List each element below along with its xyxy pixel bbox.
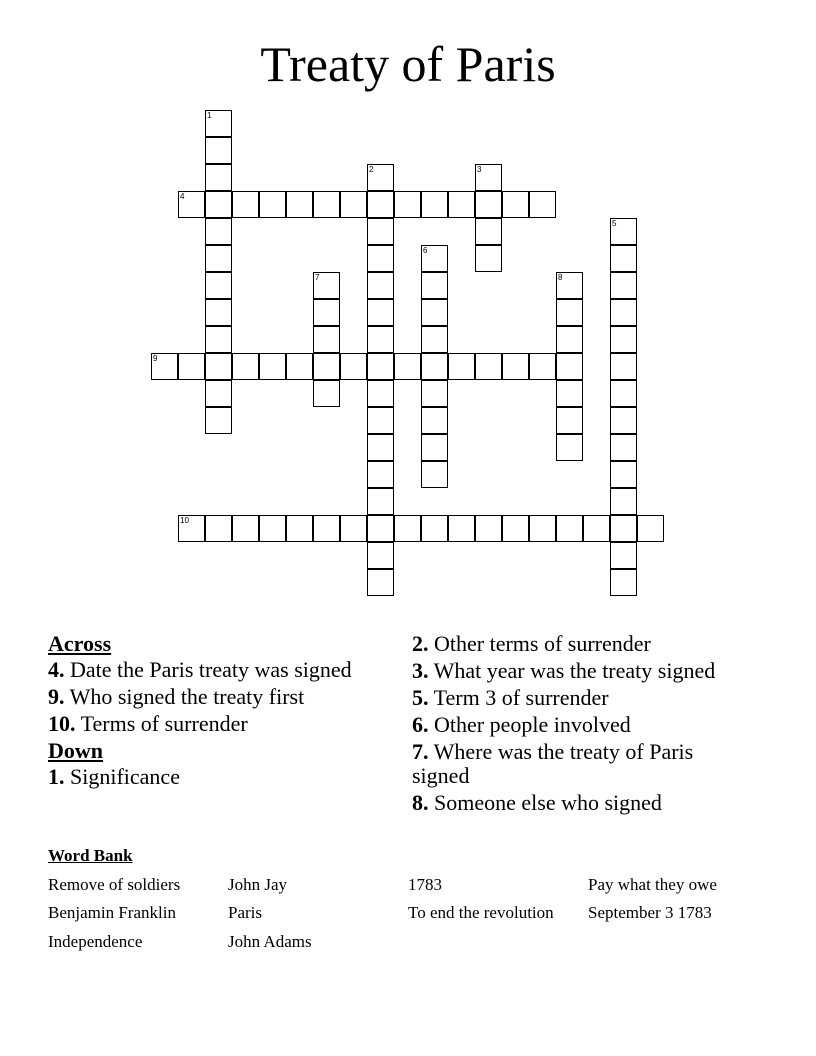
grid-cell[interactable] xyxy=(556,407,583,434)
grid-cell[interactable] xyxy=(205,299,232,326)
clue-text: Term 3 of surrender xyxy=(433,685,609,710)
grid-cell[interactable] xyxy=(313,299,340,326)
grid-cell[interactable] xyxy=(556,434,583,461)
grid-cell[interactable] xyxy=(205,245,232,272)
across-heading: Across xyxy=(48,631,112,656)
grid-cell[interactable] xyxy=(205,191,232,218)
grid-cell[interactable] xyxy=(313,380,340,407)
cell-number: 1 xyxy=(207,111,212,120)
grid-cell[interactable] xyxy=(232,191,259,218)
clue-text: Where was the treaty of Paris signed xyxy=(412,739,694,788)
clue-across-10 xyxy=(48,712,368,736)
grid-cell[interactable] xyxy=(367,191,394,218)
grid-cell[interactable] xyxy=(556,326,583,353)
grid-cell[interactable] xyxy=(394,353,421,380)
cell-number: 3 xyxy=(477,165,482,174)
clue-number: 4. xyxy=(48,657,65,682)
grid-cell[interactable] xyxy=(367,515,394,542)
grid-cell[interactable] xyxy=(286,353,313,380)
clue-text: Significance xyxy=(70,764,180,789)
clue-across-4 xyxy=(48,658,368,682)
grid-cell[interactable] xyxy=(178,515,205,542)
grid-cell[interactable] xyxy=(448,353,475,380)
grid-cell[interactable] xyxy=(286,515,313,542)
grid-cell[interactable] xyxy=(475,245,502,272)
grid-cell[interactable] xyxy=(421,353,448,380)
grid-cell[interactable] xyxy=(502,191,529,218)
clue-down-8 xyxy=(412,791,752,815)
grid-cell[interactable] xyxy=(610,245,637,272)
grid-cell[interactable] xyxy=(475,353,502,380)
grid-cell[interactable] xyxy=(610,380,637,407)
grid-cell[interactable] xyxy=(205,380,232,407)
clue-down-6 xyxy=(412,713,752,737)
word-bank-item: September 3 1783 xyxy=(588,903,712,922)
clue-text: What year was the treaty signed xyxy=(433,658,716,683)
grid-cell[interactable] xyxy=(394,515,421,542)
puzzle-title: Treaty of Paris xyxy=(260,36,556,92)
grid-cell[interactable] xyxy=(421,434,448,461)
grid-cell[interactable] xyxy=(367,326,394,353)
clue-down-1 xyxy=(48,765,368,789)
grid-cell[interactable] xyxy=(421,299,448,326)
grid-cell[interactable] xyxy=(259,515,286,542)
grid-cell[interactable] xyxy=(367,218,394,245)
clue-number: 10. xyxy=(48,711,76,736)
grid-cell[interactable] xyxy=(313,326,340,353)
grid-cell[interactable] xyxy=(610,461,637,488)
clue-text: Other terms of surrender xyxy=(434,631,651,656)
grid-cell[interactable] xyxy=(367,542,394,569)
grid-cell[interactable] xyxy=(205,515,232,542)
word-bank-title: Word Bank xyxy=(48,846,133,865)
grid-cell[interactable] xyxy=(610,434,637,461)
grid-cell[interactable] xyxy=(421,461,448,488)
grid-cell[interactable] xyxy=(475,164,502,191)
grid-cell[interactable] xyxy=(367,353,394,380)
grid-cell[interactable] xyxy=(529,515,556,542)
grid-cell[interactable] xyxy=(556,353,583,380)
grid-cell[interactable] xyxy=(340,515,367,542)
grid-cell[interactable] xyxy=(367,407,394,434)
grid-cell[interactable] xyxy=(475,218,502,245)
grid-cell[interactable] xyxy=(340,353,367,380)
word-bank-item: 1783 xyxy=(408,875,442,894)
grid-cell[interactable] xyxy=(556,299,583,326)
grid-cell[interactable] xyxy=(340,191,367,218)
grid-cell[interactable] xyxy=(367,245,394,272)
clues-right-column xyxy=(412,632,752,818)
word-bank-item: Pay what they owe xyxy=(588,875,717,894)
clues-left-column xyxy=(48,632,368,792)
grid-cell[interactable] xyxy=(610,488,637,515)
grid-cell[interactable] xyxy=(394,191,421,218)
clue-text: Date the Paris treaty was signed xyxy=(70,657,352,682)
grid-cell[interactable] xyxy=(421,245,448,272)
grid-cell[interactable] xyxy=(556,515,583,542)
clue-text: Terms of surrender xyxy=(80,711,248,736)
grid-cell[interactable] xyxy=(529,353,556,380)
grid-cell[interactable] xyxy=(421,407,448,434)
clue-down-2 xyxy=(412,632,752,656)
clue-number: 2. xyxy=(412,631,429,656)
grid-cell[interactable] xyxy=(367,380,394,407)
clue-number: 9. xyxy=(48,684,65,709)
grid-cell[interactable] xyxy=(502,515,529,542)
clue-down-5 xyxy=(412,686,752,710)
grid-cell[interactable] xyxy=(421,380,448,407)
grid-cell[interactable] xyxy=(448,515,475,542)
clue-text: Someone else who signed xyxy=(434,790,662,815)
clue-number: 3. xyxy=(412,658,429,683)
grid-cell[interactable] xyxy=(610,299,637,326)
grid-cell[interactable] xyxy=(475,191,502,218)
grid-cell[interactable] xyxy=(286,191,313,218)
grid-cell[interactable] xyxy=(313,353,340,380)
grid-cell[interactable] xyxy=(637,515,664,542)
grid-cell[interactable] xyxy=(205,353,232,380)
cell-number: 10 xyxy=(180,516,189,525)
grid-cell[interactable] xyxy=(610,515,637,542)
grid-cell[interactable] xyxy=(367,461,394,488)
grid-cell[interactable] xyxy=(151,353,178,380)
grid-cell[interactable] xyxy=(313,191,340,218)
clue-number: 7. xyxy=(412,739,429,764)
grid-cell[interactable] xyxy=(421,515,448,542)
grid-cell[interactable] xyxy=(367,434,394,461)
grid-cell[interactable] xyxy=(583,515,610,542)
grid-cell[interactable] xyxy=(529,191,556,218)
grid-cell[interactable] xyxy=(421,326,448,353)
grid-cell[interactable] xyxy=(610,407,637,434)
grid-cell[interactable] xyxy=(610,218,637,245)
grid-cell[interactable] xyxy=(205,326,232,353)
grid-cell[interactable] xyxy=(259,353,286,380)
grid-cell[interactable] xyxy=(421,191,448,218)
grid-cell[interactable] xyxy=(259,191,286,218)
cell-number: 9 xyxy=(153,354,158,363)
grid-cell[interactable] xyxy=(610,542,637,569)
grid-cell[interactable] xyxy=(610,353,637,380)
cell-number: 2 xyxy=(369,165,374,174)
grid-cell[interactable] xyxy=(367,272,394,299)
grid-cell[interactable] xyxy=(232,515,259,542)
grid-cell[interactable] xyxy=(610,326,637,353)
grid-cell[interactable] xyxy=(367,569,394,596)
cell-number: 7 xyxy=(315,273,320,282)
word-bank-item: Remove of soldiers xyxy=(48,875,181,894)
grid-cell[interactable] xyxy=(610,272,637,299)
grid-cell[interactable] xyxy=(421,272,448,299)
word-bank-item: John Adams xyxy=(228,932,312,951)
clue-number: 8. xyxy=(412,790,429,815)
grid-cell[interactable] xyxy=(556,272,583,299)
grid-cell[interactable] xyxy=(178,191,205,218)
grid-cell[interactable] xyxy=(205,272,232,299)
grid-cell[interactable] xyxy=(313,272,340,299)
grid-cell[interactable] xyxy=(205,407,232,434)
down-heading: Down xyxy=(48,738,104,763)
grid-cell[interactable] xyxy=(205,137,232,164)
clue-down-3 xyxy=(412,659,752,683)
clue-number: 6. xyxy=(412,712,429,737)
clue-number: 1. xyxy=(48,764,65,789)
cell-number: 6 xyxy=(423,246,428,255)
word-bank-item: John Jay xyxy=(228,875,288,894)
grid-cell[interactable] xyxy=(556,380,583,407)
cell-number: 4 xyxy=(180,192,185,201)
clue-across-9 xyxy=(48,685,368,709)
grid-cell[interactable] xyxy=(502,353,529,380)
cell-number: 5 xyxy=(612,219,617,228)
clue-text: Who signed the treaty first xyxy=(69,684,305,709)
grid-cell[interactable] xyxy=(367,164,394,191)
grid-cell[interactable] xyxy=(448,191,475,218)
grid-cell[interactable] xyxy=(205,164,232,191)
word-bank-item: Independence xyxy=(48,932,143,951)
grid-cell[interactable] xyxy=(205,110,232,137)
word-bank-item: Benjamin Franklin xyxy=(48,903,176,922)
grid-cell[interactable] xyxy=(178,353,205,380)
grid-cell[interactable] xyxy=(610,569,637,596)
cell-number: 8 xyxy=(558,273,563,282)
grid-cell[interactable] xyxy=(313,515,340,542)
grid-cell[interactable] xyxy=(367,488,394,515)
grid-cell[interactable] xyxy=(475,515,502,542)
grid-cell[interactable] xyxy=(232,353,259,380)
grid-cell[interactable] xyxy=(367,299,394,326)
clue-text: Other people involved xyxy=(434,712,631,737)
clue-down-7 xyxy=(412,740,752,788)
word-bank-item: To end the revolution xyxy=(408,903,554,922)
word-bank-item: Paris xyxy=(228,903,262,922)
clue-number: 5. xyxy=(412,685,429,710)
grid-cell[interactable] xyxy=(205,218,232,245)
